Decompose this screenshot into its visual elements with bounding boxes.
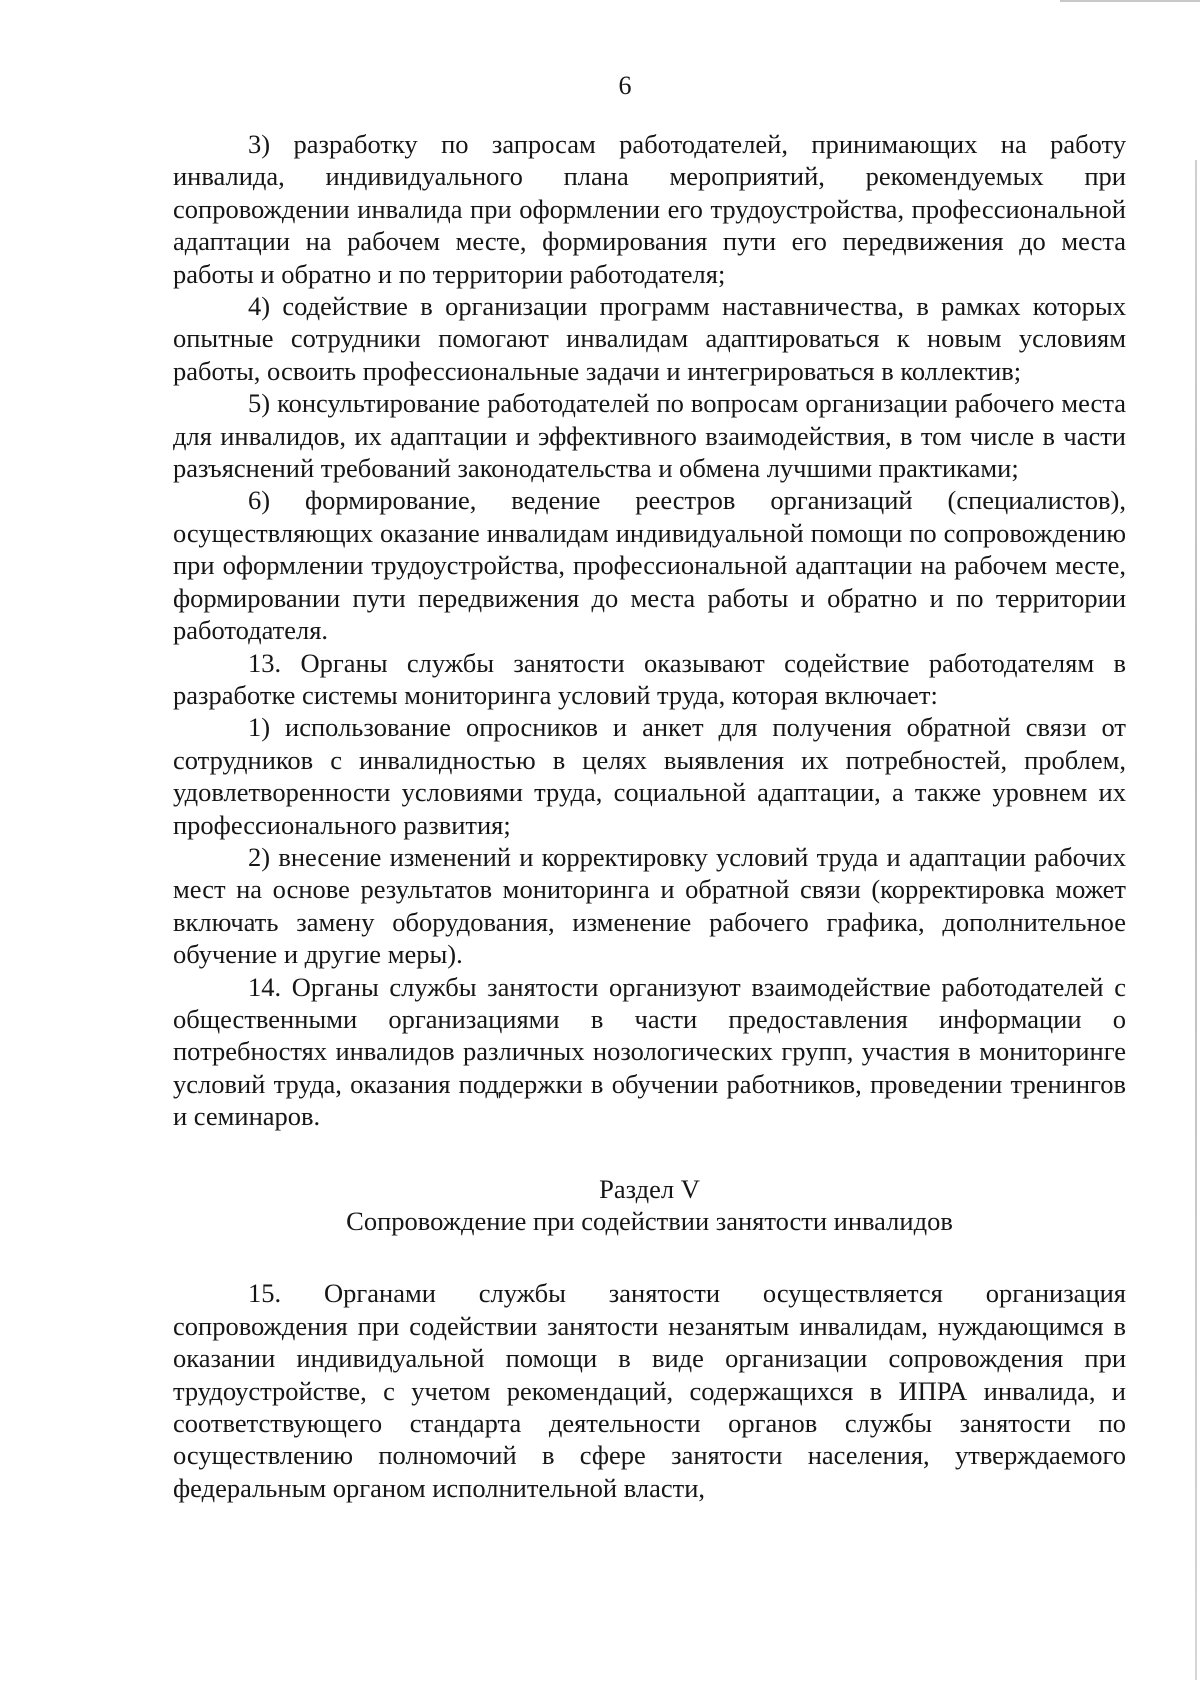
paragraph-clause-13-item-1: 1) использование опросников и анкет для получения обратной связи от сотрудников с инвалидностью в целях выявления их потребностей, проблем, удовлетворенности условиями труда, социальной адаптации, а также уровнем их профессионального развития; [173, 712, 1126, 840]
paragraph-item-4: 4) содействие в организации программ наставничества, в рамках которых опытные сотрудники помогают инвалидам адаптироваться к новым условиям работы, освоить профессиональные задачи и интегрироваться в коллектив; [173, 291, 1126, 386]
paragraph-item-6: 6) формирование, ведение реестров организаций (специалистов), осуществляющих оказание инвалидам индивидуальной помощи по сопровождению при оформлении трудоустройства, профессиональной адаптации на рабочем месте, формировании пути передвижения до места работы и обратно и по территории работодателя. [173, 485, 1126, 646]
paragraph-clause-15: 15. Органами службы занятости осуществляется организация сопровождения при содействии занятости незанятым инвалидам, нуждающимся в оказании индивидуальной помощи в виде организации сопровождения при трудоустройстве, с учетом рекомендаций, содержащихся в ИПРА инвалида, и соответствующего стандарта деятельности органов службы занятости по осуществлению полномочий в сфере занятости населения, утверждаемого федеральным органом исполнительной власти, [173, 1278, 1126, 1503]
section-number: Раздел V [599, 1173, 700, 1204]
paragraph-item-3: 3) разработку по запросам работодателей, принимающих на работу инвалида, индивидуального плана мероприятий, рекомендуемых при сопровождении инвалида при оформлении его трудоустройства, профессиональной адаптации на рабочем месте, формирования пути его передвижения до места работы и обратно и по территории работодателя; [173, 129, 1126, 289]
scan-edge-line-right [1195, 160, 1197, 1680]
paragraph-clause-14: 14. Органы службы занятости организуют взаимодействие работодателей с общественными организациями в части предоставления информации о потребностях инвалидов различных нозологических групп, участия в мониторинге условий труда, оказания поддержки в обучении работников, проведении тренингов и семинаров. [173, 971, 1126, 1132]
scan-edge-line-top [1060, 0, 1200, 2]
section-title: Сопровождение при содействии занятости инвалидов [346, 1206, 953, 1236]
paragraph-item-5: 5) консультирование работодателей по вопросам организации рабочего места для инвалидов, их адаптации и эффективного взаимодействия, в том числе в части разъяснений требований законодательства и обмена лучшими практиками; [173, 388, 1126, 484]
document-body [173, 128, 1126, 1504]
page-number: 6 [618, 71, 632, 100]
paragraph-clause-13-item-2: 2) внесение изменений и корректировку условий труда и адаптации рабочих мест на основе результатов мониторинга и обратной связи (корректировка может включать замену оборудования, изменение рабочего графика, дополнительное обучение и другие меры). [173, 841, 1126, 970]
paragraph-clause-13: 13. Органы службы занятости оказывают содействие работодателям в разработке системы мониторинга условий труда, которая включает: [173, 647, 1126, 710]
